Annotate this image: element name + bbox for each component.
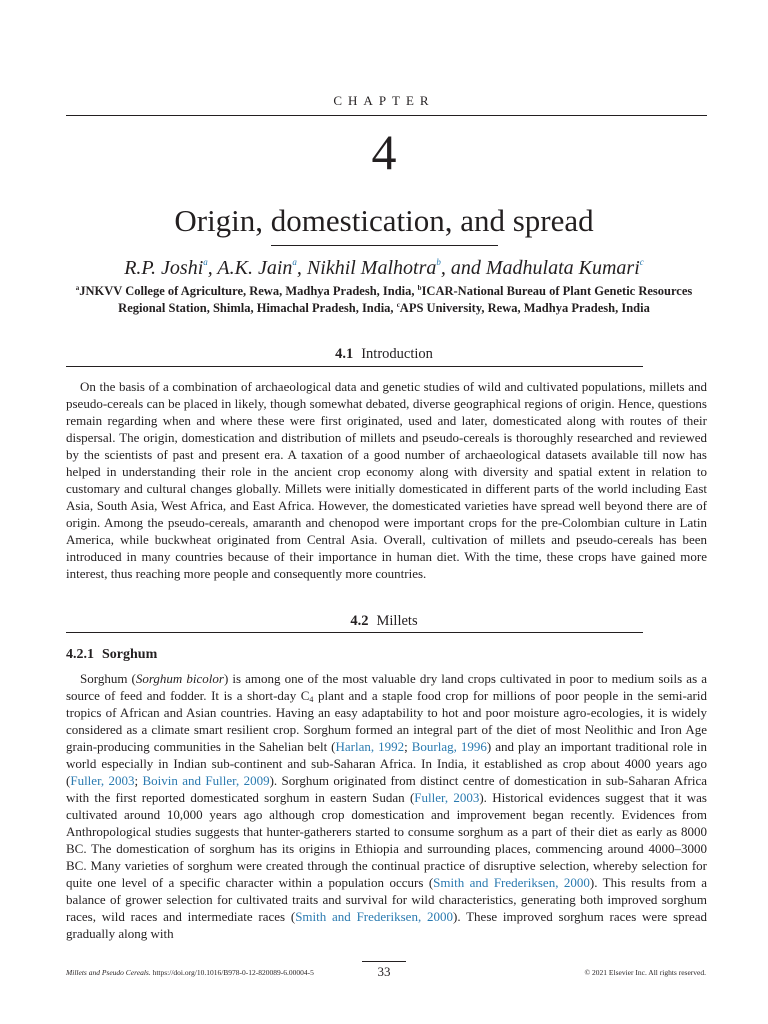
affiliation-text: APS University, Rewa, Madhya Pradesh, India	[399, 301, 650, 315]
subscript: 4	[309, 695, 314, 704]
author-separator: ,	[296, 257, 307, 279]
page-number: 33	[377, 964, 391, 979]
citation-link[interactable]: Harlan, 1992	[335, 739, 405, 754]
text-run: ) is among one of the most valuable dry land crops cultivated in poor to medium soils as a source of feed and fodder. It is a short-day C	[66, 671, 707, 703]
affiliation-text: JNKVV College of Agriculture, Rewa, Madhya Pradesh, India,	[79, 284, 418, 298]
section-number: 4.1	[335, 346, 354, 362]
introduction-paragraph	[66, 378, 707, 582]
section-number: 4.2	[350, 613, 369, 629]
author-name: A.K. Jain	[217, 257, 293, 279]
text-run: ). Historical evidences suggest that it was cultivated around 10,000 years ago although crop domestication and improvement began recently. Evidences from Anthropological studies suggests that hunter-gatherers started to consume sorghum as a part of their diet as early as 8000 BC. The domestication of sorghum has its origins in Ethiopia and surrounding places, commencing around 4000–3000 BC. Many varieties of sorghum were created through the continual practice of disruptive selection, whereby selection for quite one level of a specific character within a population occurs (	[66, 790, 707, 890]
author-affiliation-mark[interactable]: a	[292, 257, 297, 267]
subsection-heading-sorghum	[66, 646, 157, 664]
citation-link[interactable]: Fuller, 2003	[70, 773, 135, 788]
author-name: R.P. Joshi	[124, 257, 204, 279]
affiliation-mark: a	[75, 284, 80, 292]
chapter-title: Origin, domestication, and spread	[174, 203, 594, 238]
section-rule	[66, 366, 643, 367]
chapter-rule	[66, 115, 707, 116]
footer-citation	[66, 968, 314, 978]
text-run: ;	[134, 773, 143, 788]
author-affiliation-mark[interactable]: a	[203, 257, 208, 267]
subsection-number: 4.2.1	[66, 647, 94, 662]
paragraph-text: On the basis of a combination of archaeological data and genetic studies of wild and cultivated populations, millets and pseudo-cereals can be placed in likely, though somewhat debated, diverse geographical regions of origin. Hence, questions remain regarding when and where these were first originated, used and later, domesticated along with routes of their dispersal. The origin, domestication and distribution of millets and pseudo-cereals is thoroughly researched and reviewed by the scientists of past and present era. A taxation of a good number of archaeological datasets available till now has helped in understanding their role in the ancient crop economy along with diversity and spatial extent in relation to customary and cultural changes globally. Millets were initially domesticated in different parts of the world including East Asia, South Asia, West Africa, and East Africa. However, the domesticated varieties have spread well beyond there are of origin. Among the pseudo-cereals, amaranth and chenopod were important crops for the pre-Colombian culture in Latin America, while buckwheat originated from Central Asia. Overall, cultivation of millets and pseudo-cereals has been introduced in many countries because of their importance in human diet. With the time, these crops have gained more interest, thus reaching more people and consequently more countries.	[66, 379, 707, 581]
text-run: ). This results from a balance of grower selection for cultivated traits and survival for wild characteristics, generating both improved sorghum races, wild races and intermediate races (	[66, 875, 707, 924]
title-rule	[271, 245, 498, 246]
section-heading-millets	[0, 612, 768, 630]
text-run: Sorghum (	[80, 671, 136, 686]
author-separator: ,	[207, 257, 218, 279]
footer-doi-link[interactable]: https://doi.org/10.1016/B978-0-12-820089-6.00004-5	[150, 968, 314, 977]
citation-link[interactable]: Bourlag, 1996	[411, 739, 487, 754]
section-title: Millets	[376, 613, 418, 629]
citation-link[interactable]: Fuller, 2003	[414, 790, 480, 805]
chapter-label: CHAPTER	[333, 93, 435, 108]
section-rule	[66, 632, 643, 633]
author-name: Nikhil Malhotra	[306, 257, 437, 279]
footer-copyright: © 2021 Elsevier Inc. All rights reserved.	[584, 968, 706, 977]
section-heading-introduction	[0, 345, 768, 363]
page-number-rule	[362, 961, 406, 962]
text-run: ;	[404, 739, 412, 754]
author-affiliation-mark[interactable]: c	[639, 257, 644, 267]
affiliations	[60, 283, 708, 317]
author-name: Madhulata Kumari	[485, 257, 640, 279]
subsection-title: Sorghum	[102, 647, 158, 662]
chapter-number: 4	[371, 124, 397, 180]
species-name: Sorghum bicolor	[135, 671, 224, 686]
citation-link[interactable]: Smith and Frederiksen, 2000	[433, 875, 590, 890]
author-affiliation-mark[interactable]: b	[436, 257, 441, 267]
text-run: plant and a staple food crop for millions of poor people in the semi-arid tropics of African and Asian countries. Having an easy adaptability to hot and poor moisture agro-ecologies, it is widely considered as a climate smart resilient crop. Sorghum formed an integral part of the diet of most Neolithic and Iron Age grain-producing communities in the Sahelian belt (	[66, 688, 707, 754]
sorghum-paragraph	[66, 670, 707, 942]
affiliation-mark: b	[417, 284, 422, 292]
author-separator: , and	[440, 257, 486, 279]
text-run: ). Sorghum originated from distinct centre of domestication in sub-Saharan Africa with the first reported domesticated sorghum in eastern Sudan (	[66, 773, 707, 805]
author-list	[0, 255, 768, 281]
footer-book-title: Millets and Pseudo Cereals.	[66, 968, 151, 977]
section-title: Introduction	[361, 346, 433, 362]
citation-link[interactable]: Smith and Frederiksen, 2000	[295, 909, 453, 924]
affiliation-mark: c	[396, 301, 400, 309]
text-run: ). These improved sorghum races were spread gradually along with	[66, 909, 707, 941]
citation-link[interactable]: Boivin and Fuller, 2009	[142, 773, 270, 788]
text-run: ) and play an important traditional role in world especially in Indian sub-continent and sub-Saharan Africa. In India, it established as crop about 4000 years ago (	[66, 739, 707, 788]
affiliation-text: ICAR-National Bureau of Plant Genetic Resources Regional Station, Shimla, Himachal Pradesh, India,	[118, 284, 693, 315]
